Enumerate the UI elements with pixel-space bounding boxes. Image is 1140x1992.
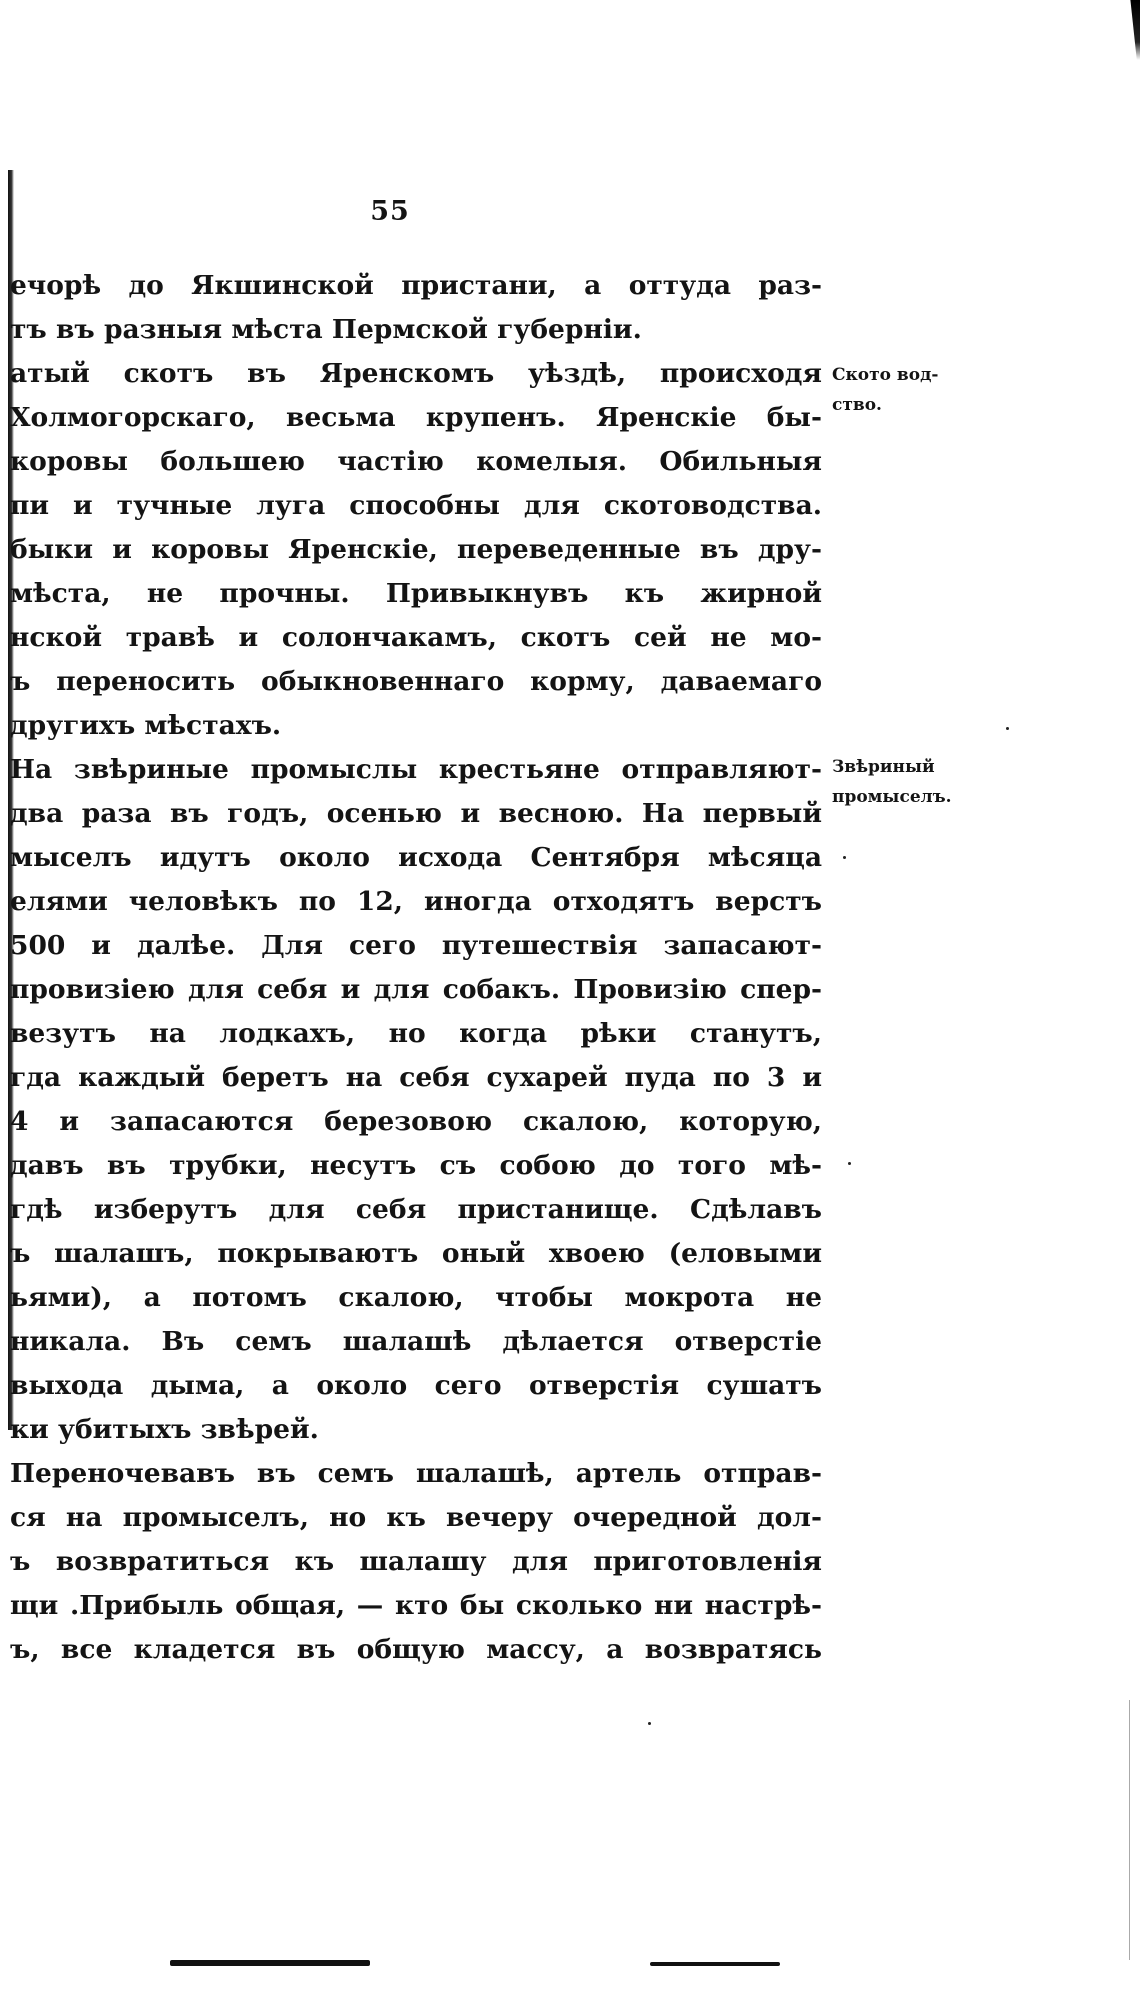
margin-note-line: промыселъ. [832, 787, 952, 807]
margin-note-hunting [832, 752, 952, 812]
text-line: Переночевавъ въ семъ шалашѣ, артель отправ- [10, 1458, 822, 1489]
text-line: тъ въ разныя мѣста Пермской губерніи. [10, 314, 642, 345]
text-line: Холмогорскаго, весьма крупенъ. Яренскіе бы- [10, 402, 822, 433]
margin-note-livestock [832, 360, 938, 420]
text-line: нской травѣ и солончакамъ, скотъ сей не мо- [10, 622, 822, 653]
text-line: никала. Въ семъ шалашѣ дѣлается отверстіе [10, 1326, 822, 1357]
text-line: мѣста, не прочны. Привыкнувъ къ жирной [10, 578, 822, 609]
text-line: коровы большею частію комелыя. Обильныя [10, 446, 822, 477]
text-line: пи и тучные луга способны для скотоводства. [10, 490, 822, 521]
text-line: ечорѣ до Якшинской пристани, а оттуда раз- [10, 270, 822, 301]
scan-smear-left [170, 1960, 370, 1966]
scan-speck [648, 1722, 651, 1725]
scan-corner-shadow [1124, 0, 1140, 60]
scan-speck [843, 856, 846, 859]
margin-note-line: Звѣриный [832, 757, 935, 777]
text-line: два раза въ годъ, осенью и весною. На первый [10, 798, 822, 829]
text-line: провизіею для себя и для собакъ. Провизію спер- [10, 974, 822, 1005]
text-line: ьями), а потомъ скалою, чтобы мокрота не [10, 1282, 822, 1313]
text-line: На звѣриные промыслы крестьяне отправляют- [10, 754, 822, 785]
text-line: 4 и запасаются березовою скалою, которую, [10, 1106, 822, 1137]
text-line: другихъ мѣстахъ. [10, 710, 282, 741]
text-line: ъ переносить обыкновеннаго корму, даваемаго [10, 666, 822, 697]
page-number: 55 [370, 196, 410, 227]
text-line: атый скотъ въ Яренскомъ уѣздѣ, происходя [10, 358, 822, 389]
margin-note-line: Ското вод- [832, 365, 939, 385]
text-line: выхода дыма, а около сего отверстія сушатъ [10, 1370, 822, 1401]
text-line: ъ шалашъ, покрываютъ оный хвоею (еловыми [10, 1238, 822, 1269]
text-line: щи .Прибыль общая, — кто бы сколько ни настрѣ- [10, 1590, 822, 1621]
scan-edge-line [1129, 1700, 1130, 1960]
text-line: елями человѣкъ по 12, иногда отходятъ верстъ [10, 886, 822, 917]
text-line: быки и коровы Яренскіе, переведенные въ дру- [10, 534, 822, 565]
text-line: 500 и далѣе. Для сего путешествія запасают- [10, 930, 822, 961]
scan-speck [848, 1162, 851, 1165]
text-line: гдѣ изберутъ для себя пристанище. Сдѣлавъ [10, 1194, 822, 1225]
body-text [10, 264, 822, 1672]
scan-smear-right [650, 1962, 780, 1966]
text-line: ъ, все кладется въ общую массу, а возвратясь [10, 1634, 822, 1665]
text-line: гда каждый беретъ на себя сухарей пуда по 3 и [10, 1062, 822, 1093]
scan-speck [1006, 727, 1009, 730]
text-line: ся на промыселъ, но къ вечеру очередной дол- [10, 1502, 822, 1533]
text-line: мыселъ идутъ около исхода Сентября мѣсяца [10, 842, 822, 873]
text-line: давъ въ трубки, несутъ съ собою до того мѣ- [10, 1150, 822, 1181]
text-line: ъ возвратиться къ шалашу для приготовленія [10, 1546, 822, 1577]
text-line: ки убитыхъ звѣрей. [10, 1414, 319, 1445]
text-line: везутъ на лодкахъ, но когда рѣки станутъ, [10, 1018, 822, 1049]
margin-note-line: ство. [832, 395, 882, 415]
